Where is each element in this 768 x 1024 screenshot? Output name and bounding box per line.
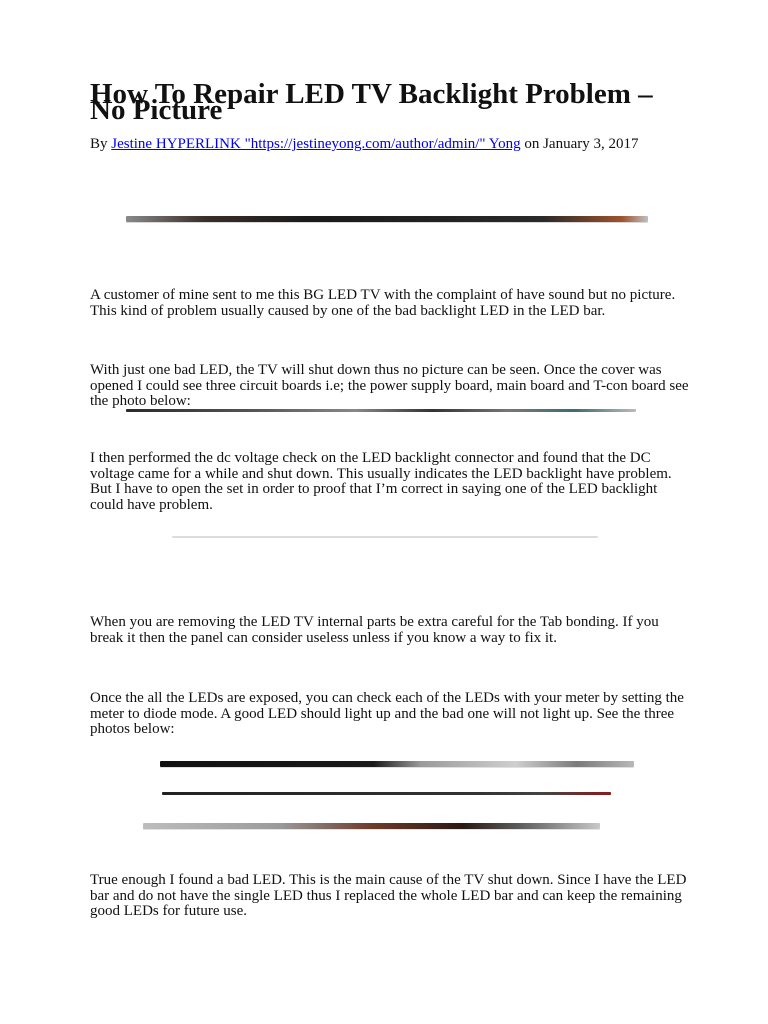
article-byline xyxy=(90,135,639,153)
photo-voltage-check xyxy=(172,536,598,538)
photo-led-test-1 xyxy=(160,761,634,767)
paragraph-3: I then performed the dc voltage check on the LED backlight connector and found that the DC voltage came for a while and shut down. This usually indicates the LED backlight have problem. But I have to open the set in order to proof that I’m correct in saying one of the LED backlight could have problem. xyxy=(90,450,672,513)
article-title: How To Repair LED TV Backlight Problem – No Picture xyxy=(90,78,653,126)
author-link[interactable]: Jestine HYPERLINK "https://jestineyong.com/author/admin/" Yong xyxy=(111,136,521,152)
paragraph-6: True enough I found a bad LED. This is the main cause of the TV shut down. Since I have the LED bar and do not have the single LED thus I replaced the whole LED bar and can keep the remaining good LEDs for future use. xyxy=(90,872,687,920)
paragraph-1: A customer of mine sent to me this BG LED TV with the complaint of have sound but no picture. This kind of problem usually caused by one of the bad backlight LED in the LED bar. xyxy=(90,287,676,319)
byline-prefix: By xyxy=(90,136,112,152)
paragraph-4: When you are removing the LED TV internal parts be extra careful for the Tab bonding. If you break it then the panel can consider useless unless if you know a way to fix it. xyxy=(90,614,659,646)
byline-date: on January 3, 2017 xyxy=(520,136,639,152)
paragraph-5: Once the all the LEDs are exposed, you can check each of the LEDs with your meter by setting the meter to diode mode. A good LED should light up and the bad one will not light up. See the three photos below: xyxy=(90,690,684,738)
photo-tv-front xyxy=(126,216,648,222)
photo-led-test-2 xyxy=(162,792,611,795)
paragraph-2: With just one bad LED, the TV will shut down thus no picture can be seen. Once the cover was opened I could see three circuit boards i.e; the power supply board, main board and T-con board see the photo below: xyxy=(90,362,689,410)
photo-circuit-boards xyxy=(126,409,636,412)
photo-led-test-3 xyxy=(143,823,600,829)
